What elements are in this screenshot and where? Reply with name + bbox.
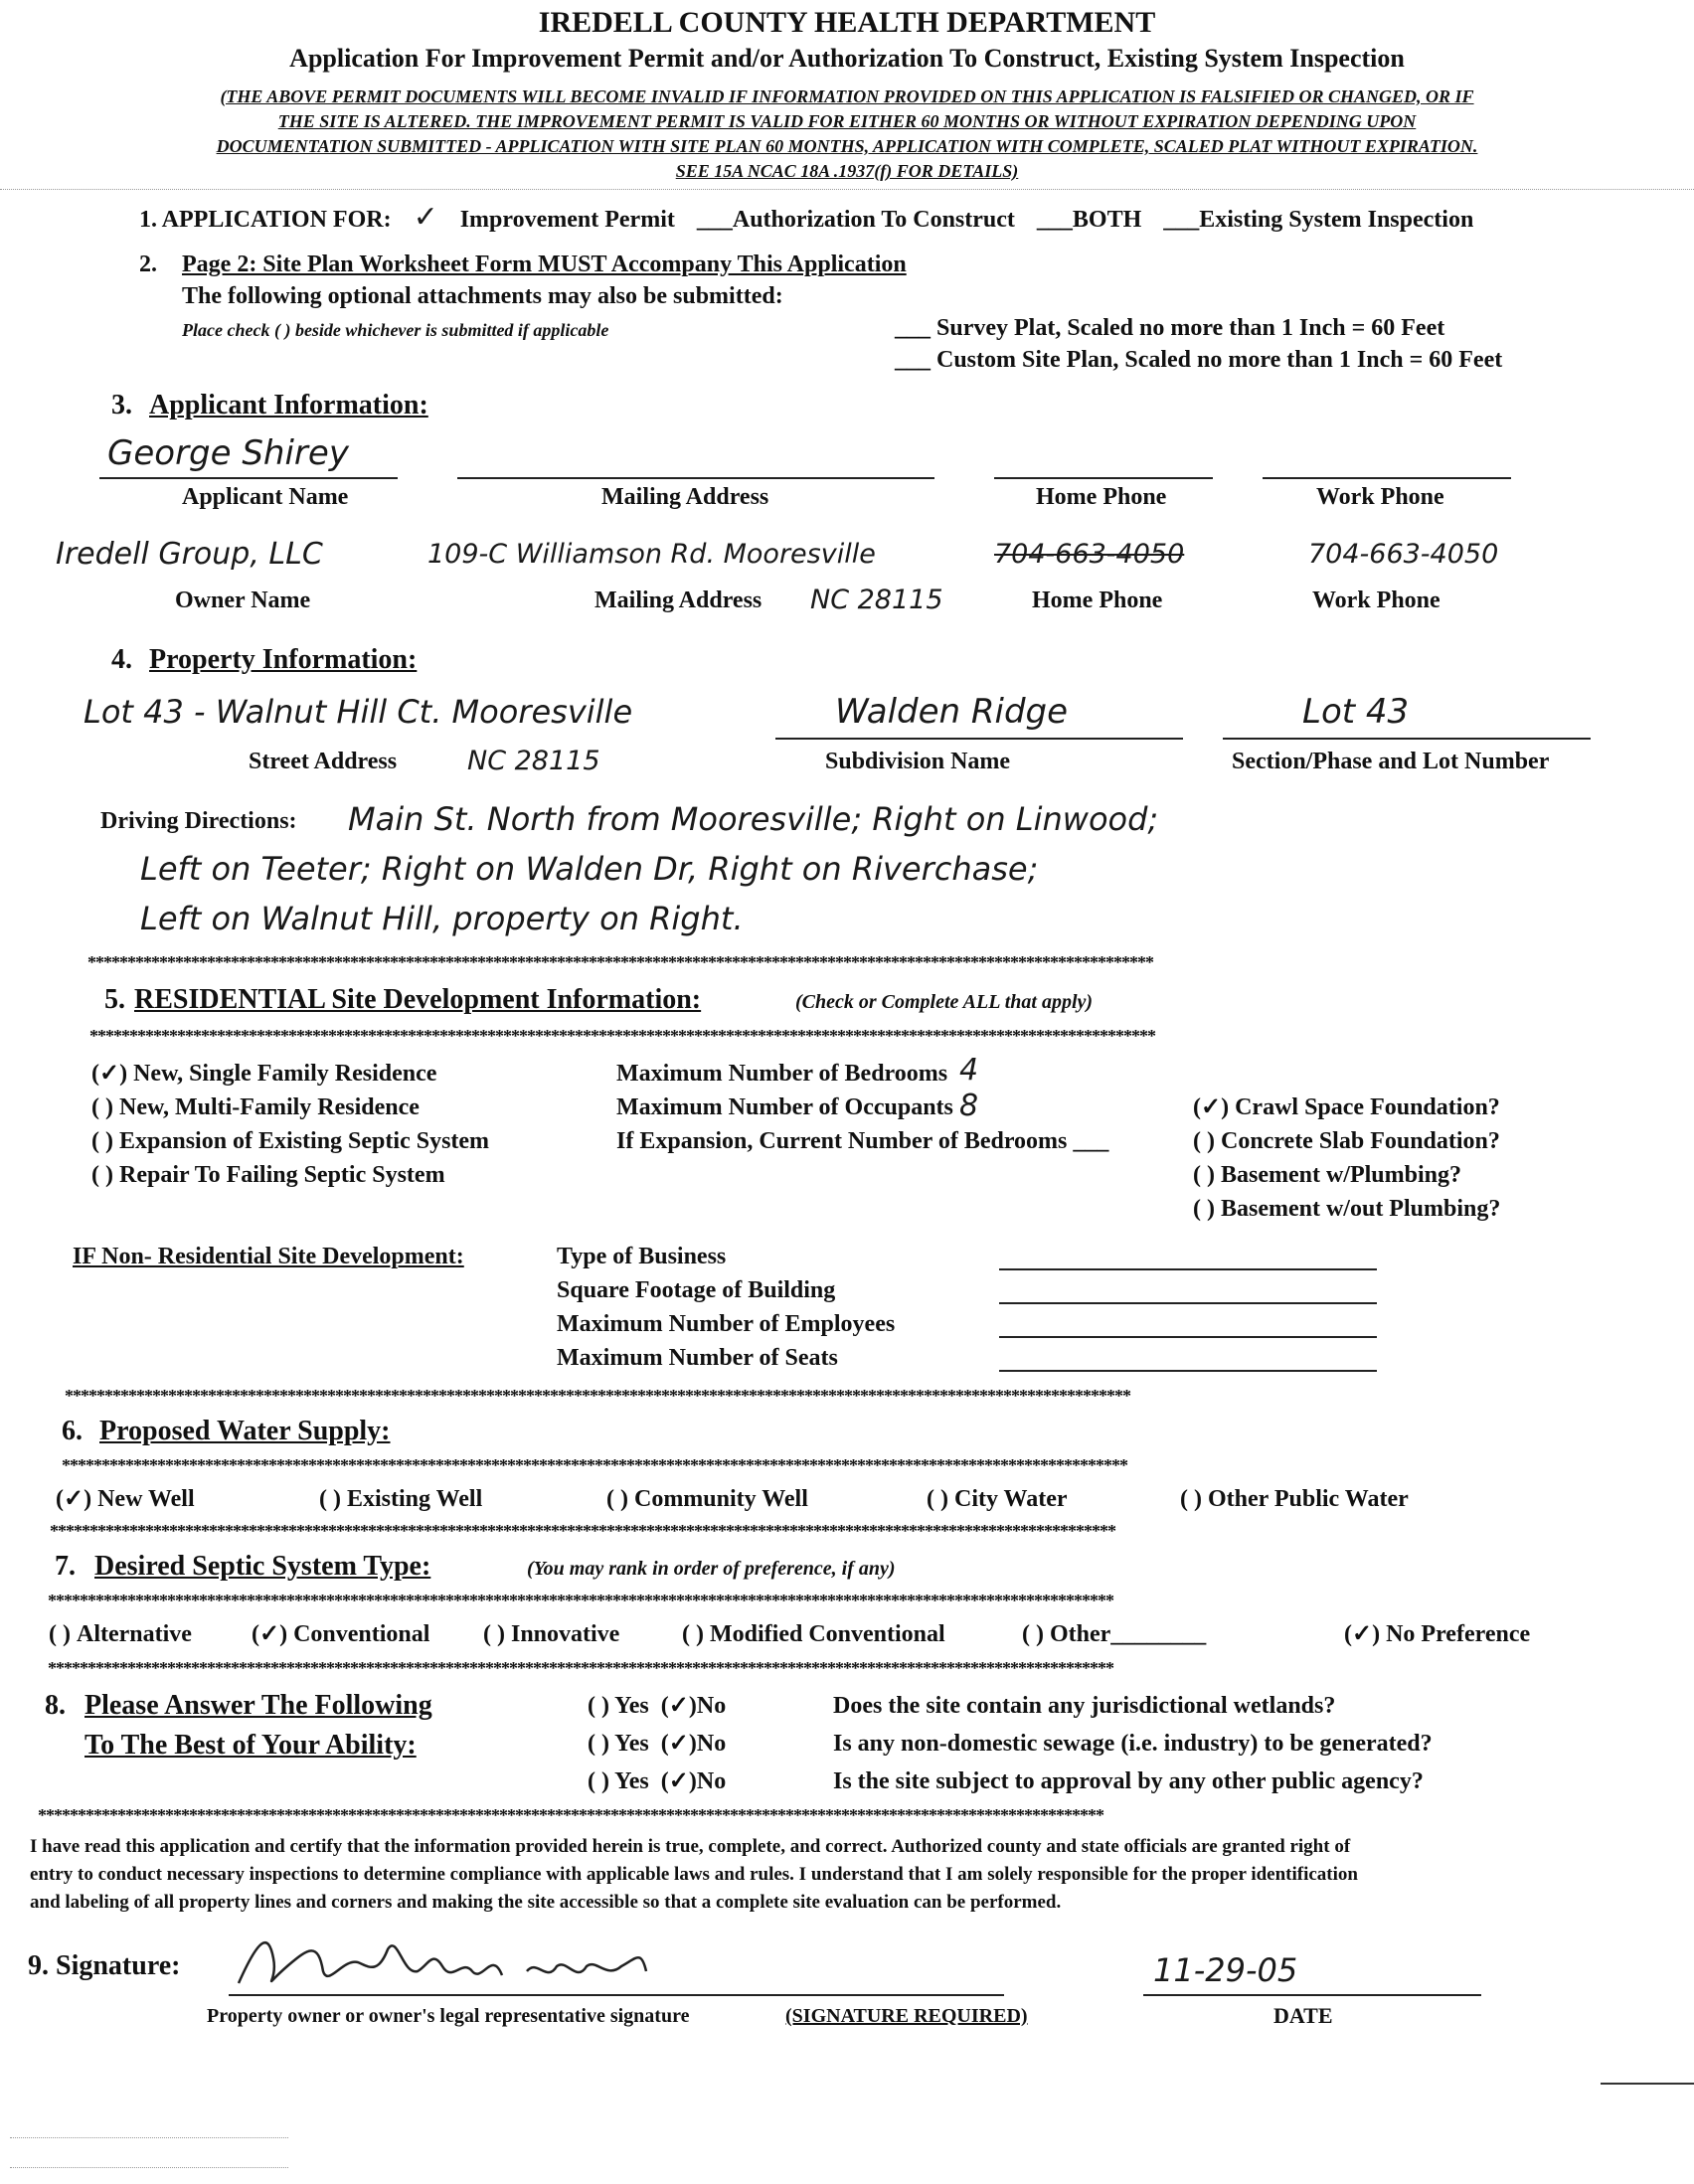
option-label: Alternative — [76, 1621, 192, 1647]
option-new-well[interactable] — [56, 1485, 195, 1513]
divider: ************************************************************************************************************************************** — [87, 952, 1153, 972]
type-of-business-label: Type of Business — [557, 1244, 727, 1269]
divider: ************************************************************************************************************************************** — [38, 1805, 1103, 1825]
option-label: New, Single Family Residence — [133, 1061, 437, 1087]
divider: ************************************************************************************************************************************** — [65, 1386, 1130, 1406]
option-label: Existing Well — [346, 1486, 483, 1512]
occupants-value[interactable]: 8 — [959, 1089, 979, 1123]
date-value[interactable]: 11-29-05 — [1153, 1951, 1298, 1989]
divider: ************************************************************************************************************************************** — [50, 1521, 1115, 1541]
certification-line: and labeling of all property lines and corners and making the site accessible so that a complete site evaluation can be performed. — [30, 1892, 1062, 1913]
scan-artifact — [10, 2137, 288, 2138]
checkbox[interactable]: ( ) — [49, 1621, 71, 1647]
option-label: New, Multi-Family Residence — [118, 1094, 420, 1120]
mailing-address-line — [457, 477, 934, 479]
checkbox[interactable]: (✓) — [91, 1061, 128, 1087]
work-phone-line — [1263, 477, 1511, 479]
section-2-label: 2. — [139, 252, 157, 277]
applicant-name-value[interactable]: George Shirey — [107, 433, 349, 473]
question-3: Is the site subject to approval by any other public agency? — [833, 1768, 1424, 1794]
option-label: Crawl Space Foundation? — [1235, 1094, 1500, 1120]
owner-name-label: Owner Name — [175, 588, 311, 613]
checkbox[interactable]: (✓) — [1344, 1621, 1381, 1647]
yes-option[interactable]: ( ) Yes — [588, 1693, 649, 1719]
yes-option[interactable]: ( ) Yes — [588, 1768, 649, 1794]
applicant-name-line — [99, 477, 398, 479]
directions-line[interactable]: Main St. North from Mooresville; Right on Linwood; — [348, 800, 1159, 838]
checkbox[interactable]: (✓) — [56, 1486, 92, 1512]
option-multi-family[interactable] — [91, 1093, 420, 1121]
owner-work-phone-label: Work Phone — [1312, 588, 1440, 613]
checkbox[interactable]: ( ) — [927, 1486, 948, 1512]
section-5-label: 5. — [104, 984, 125, 1015]
residential-note: (Check or Complete ALL that apply) — [795, 991, 1094, 1013]
divider: ************************************************************************************************************************************** — [48, 1658, 1113, 1678]
seats-label: Maximum Number of Seats — [557, 1345, 838, 1371]
option-repair[interactable] — [91, 1161, 445, 1189]
signature-caption: Property owner or owner's legal representative signature — [207, 2005, 690, 2027]
option-authorization[interactable]: ___Authorization To Construct — [696, 207, 1015, 233]
square-footage-line[interactable] — [999, 1302, 1377, 1304]
water-supply-heading: Proposed Water Supply: — [99, 1416, 391, 1446]
option-city-water[interactable] — [927, 1485, 1068, 1513]
divider: ************************************************************************************************************************************** — [48, 1591, 1113, 1610]
option-other[interactable] — [1022, 1620, 1206, 1648]
checkbox[interactable]: ( ) — [682, 1621, 704, 1647]
site-plan-link: Page 2: Site Plan Worksheet Form MUST Accompany This Application — [182, 252, 907, 277]
option-alternative[interactable] — [49, 1620, 192, 1648]
owner-address-city-value[interactable]: NC 28115 — [810, 585, 943, 615]
option-label: Repair To Failing Septic System — [118, 1162, 445, 1188]
owner-home-phone-value[interactable]: 704-663-4050 — [994, 539, 1185, 570]
option-single-family[interactable] — [91, 1060, 436, 1088]
date-label: DATE — [1273, 2003, 1333, 2028]
answer-heading: To The Best of Your Ability: — [85, 1730, 417, 1761]
checkbox[interactable]: ( ) — [606, 1486, 628, 1512]
applicant-name-label: Applicant Name — [182, 484, 349, 510]
checkbox[interactable]: ( ) — [319, 1486, 341, 1512]
option-no-preference[interactable] — [1344, 1620, 1530, 1648]
option-label: Other Public Water — [1207, 1486, 1409, 1512]
attachments-text: The following optional attachments may also be submitted: — [182, 283, 783, 309]
bedrooms-label: Maximum Number of Bedrooms — [616, 1061, 948, 1087]
option-label: Innovative — [510, 1621, 620, 1647]
section-1-row — [139, 200, 1474, 235]
lot-label: Section/Phase and Lot Number — [1232, 749, 1550, 774]
employees-label: Maximum Number of Employees — [557, 1311, 896, 1337]
option-label: New Well — [97, 1486, 195, 1512]
section-6-label: 6. — [62, 1416, 83, 1446]
home-phone-label: Home Phone — [1036, 484, 1167, 510]
subdivision-label: Subdivision Name — [825, 749, 1011, 774]
bedrooms-value[interactable]: 4 — [959, 1053, 979, 1088]
work-phone-label: Work Phone — [1316, 484, 1444, 510]
property-info-heading: Property Information: — [149, 644, 418, 675]
subdivision-line — [775, 738, 1183, 740]
expansion-bedrooms-label: If Expansion, Current Number of Bedrooms ___ — [616, 1128, 1109, 1154]
checkbox[interactable]: ( ) — [1193, 1162, 1215, 1188]
checkbox[interactable]: ( ) — [1022, 1621, 1044, 1647]
checkbox[interactable]: (✓) — [1193, 1094, 1230, 1120]
owner-name-value[interactable]: Iredell Group, LLC — [56, 537, 323, 572]
lot-line — [1223, 738, 1591, 740]
option-label: Modified Conventional — [709, 1621, 945, 1647]
divider: ************************************************************************************************************************************** — [89, 1026, 1155, 1046]
option-community-well[interactable] — [606, 1485, 808, 1513]
disclaimer-line: (THE ABOVE PERMIT DOCUMENTS WILL BECOME INVALID IF INFORMATION PROVIDED ON THIS APPLICATION IS FALSIFIED OR CHANGED, OR IF — [220, 86, 1474, 106]
no-option[interactable]: (✓)No — [660, 1768, 727, 1794]
question-2: Is any non-domestic sewage (i.e. industry) to be generated? — [833, 1731, 1433, 1757]
certification-line: I have read this application and certify that the information provided herein is true, complete, and correct. Authorized county and state officials are granted right of — [30, 1836, 1351, 1857]
option-basement-plumbing[interactable] — [1193, 1161, 1461, 1189]
checkbox[interactable]: ( ) — [483, 1621, 505, 1647]
disclaimer-line: SEE 15A NCAC 18A .1937(f) FOR DETAILS) — [675, 161, 1019, 181]
divider: ************************************************************************************************************************************** — [62, 1455, 1127, 1475]
lot-value[interactable]: Lot 43 — [1302, 692, 1410, 732]
non-residential-label: IF Non- Residential Site Development: — [73, 1244, 464, 1269]
option-crawl-space[interactable] — [1193, 1093, 1500, 1121]
scan-artifact — [0, 189, 1694, 190]
section-4-label: 4. — [111, 644, 132, 675]
directions-line[interactable]: Left on Teeter; Right on Walden Dr, Right on Riverchase; — [140, 850, 1039, 888]
checkbox[interactable]: ( ) — [1193, 1196, 1215, 1222]
signature-line — [229, 1994, 1004, 1996]
street-address-label: Street Address — [249, 749, 398, 774]
septic-note: (You may rank in order of preference, if any) — [527, 1558, 896, 1580]
directions-line[interactable]: Left on Walnut Hill, property on Right. — [140, 900, 744, 937]
section-3-label: 3. — [111, 390, 132, 420]
option-innovative[interactable] — [483, 1620, 619, 1648]
septic-heading: Desired Septic System Type: — [94, 1551, 431, 1582]
agency-title: IREDELL COUNTY HEALTH DEPARTMENT — [538, 6, 1156, 39]
option-improvement-permit[interactable]: Improvement Permit — [459, 207, 675, 233]
mailing-address-label: Mailing Address — [601, 484, 769, 510]
option-custom-site-plan[interactable]: ___ Custom Site Plan, Scaled no more than 1 Inch = 60 Feet — [895, 347, 1503, 373]
option-survey-plat[interactable]: ___ Survey Plat, Scaled no more than 1 Inch = 60 Feet — [895, 315, 1445, 341]
signature-label: 9. Signature: — [28, 1950, 181, 1981]
option-label: Other________ — [1049, 1621, 1207, 1647]
check-mark[interactable]: ✓ — [413, 200, 438, 235]
date-line — [1143, 1994, 1481, 1996]
checkbox[interactable]: ( ) — [1180, 1486, 1202, 1512]
signature-required: (SIGNATURE REQUIRED) — [785, 2005, 1028, 2027]
option-existing-well[interactable] — [319, 1485, 482, 1513]
form-title: Application For Improvement Permit and/or Authorization To Construct, Existing System Inspection — [289, 44, 1405, 73]
business-line[interactable] — [999, 1268, 1377, 1270]
street-city-value[interactable]: NC 28115 — [467, 746, 600, 776]
option-modified-conventional[interactable] — [682, 1620, 945, 1648]
square-footage-label: Square Footage of Building — [557, 1277, 836, 1303]
option-label: City Water — [953, 1486, 1068, 1512]
scan-artifact — [1601, 2083, 1694, 2085]
residential-heading: RESIDENTIAL Site Development Information: — [134, 984, 702, 1015]
option-concrete-slab[interactable] — [1193, 1127, 1500, 1155]
owner-mailing-label: Mailing Address — [594, 588, 762, 613]
no-option[interactable]: (✓)No — [660, 1731, 727, 1757]
question-3-answer[interactable] — [588, 1767, 726, 1795]
occupants-label: Maximum Number of Occupants — [616, 1094, 953, 1120]
signature-image[interactable] — [229, 1924, 746, 1993]
checkbox[interactable]: ( ) — [91, 1162, 113, 1188]
checkbox[interactable]: ( ) — [91, 1094, 113, 1120]
place-check-note: Place check ( ) beside whichever is submitted if applicable — [182, 320, 609, 340]
owner-home-phone-label: Home Phone — [1032, 588, 1163, 613]
disclaimer-line: THE SITE IS ALTERED. THE IMPROVEMENT PERMIT IS VALID FOR EITHER 60 MONTHS OR WITHOUT EXPIRATION DEPENDING UPON — [277, 111, 1417, 131]
answer-heading: Please Answer The Following — [85, 1690, 432, 1721]
option-label: Community Well — [633, 1486, 808, 1512]
driving-directions-label: Driving Directions: — [100, 808, 297, 834]
seats-line[interactable] — [999, 1370, 1377, 1372]
employees-line[interactable] — [999, 1336, 1377, 1338]
option-existing-inspection[interactable]: ___Existing System Inspection — [1163, 207, 1474, 233]
option-label: Expansion of Existing Septic System — [118, 1128, 490, 1154]
option-other-public-water[interactable] — [1180, 1485, 1409, 1513]
street-address-value[interactable]: Lot 43 - Walnut Hill Ct. Mooresville — [84, 693, 633, 731]
question-2-answer[interactable] — [588, 1730, 726, 1758]
scan-artifact — [10, 2167, 288, 2168]
checkbox[interactable]: ( ) — [91, 1128, 113, 1154]
section-7-label: 7. — [55, 1551, 76, 1582]
certification-line: entry to conduct necessary inspections to determine compliance with applicable laws and rules. I understand that I am solely responsible for the proper identification — [30, 1864, 1358, 1885]
subdivision-value[interactable]: Walden Ridge — [835, 692, 1069, 732]
owner-address-value[interactable]: 109-C Williamson Rd. Mooresville — [427, 539, 876, 570]
option-expansion[interactable] — [91, 1127, 489, 1155]
option-label: Conventional — [293, 1621, 430, 1647]
section-8-label: 8. — [45, 1690, 66, 1721]
home-phone-line — [994, 477, 1213, 479]
option-label: Basement w/Plumbing? — [1220, 1162, 1461, 1188]
checkbox[interactable]: ( ) — [1193, 1128, 1215, 1154]
yes-option[interactable]: ( ) Yes — [588, 1731, 649, 1757]
disclaimer-line: DOCUMENTATION SUBMITTED - APPLICATION WITH SITE PLAN 60 MONTHS, APPLICATION WITH COMPLETE, SCALED PLAT WITHOUT EXPIRATION. — [216, 136, 1478, 156]
option-label: Basement w/out Plumbing? — [1220, 1196, 1501, 1222]
checkbox[interactable]: (✓) — [252, 1621, 288, 1647]
option-both[interactable]: ___BOTH — [1036, 207, 1142, 233]
option-label: No Preference — [1386, 1621, 1531, 1647]
option-conventional[interactable] — [252, 1620, 429, 1648]
question-1: Does the site contain any jurisdictional wetlands? — [833, 1693, 1336, 1719]
owner-work-phone-value[interactable]: 704-663-4050 — [1308, 539, 1499, 570]
option-basement-no-plumbing[interactable] — [1193, 1195, 1500, 1223]
no-option[interactable]: (✓)No — [660, 1693, 727, 1719]
applicant-info-heading: Applicant Information: — [149, 390, 428, 420]
question-1-answer[interactable] — [588, 1692, 726, 1720]
option-label: Concrete Slab Foundation? — [1220, 1128, 1500, 1154]
section-1-label: 1. APPLICATION FOR: — [139, 207, 392, 233]
